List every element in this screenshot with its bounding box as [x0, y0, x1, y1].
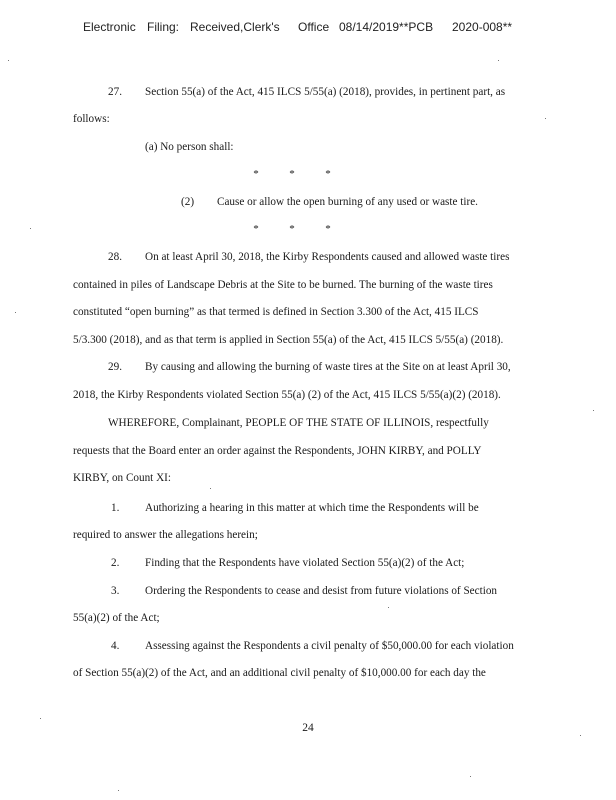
- scan-speck: [30, 228, 31, 229]
- scan-speck: [388, 607, 389, 608]
- header-office: Office: [298, 20, 330, 34]
- page-number: 24: [302, 722, 314, 734]
- paragraph-number: 27.: [108, 86, 122, 98]
- relief-number: 1.: [111, 502, 120, 514]
- paragraph-line: Section 55(a) of the Act, 415 ILCS 5/55(a) (2018), provides, in pertinent part, as: [145, 86, 506, 98]
- paragraph-line: 2018, the Kirby Respondents violated Section 55(a) (2) of the Act, 415 ILCS 5/55(a)(2) (2018).: [73, 389, 501, 401]
- relief-line: Ordering the Respondents to cease and desist from future violations of Section: [145, 585, 498, 597]
- scan-speck: [580, 735, 581, 736]
- paragraph-line: 5/3.300 (2018), and as that term is applied in Section 55(a) of the Act, 415 ILCS 5/55(a) (2018).: [73, 334, 504, 346]
- star: *: [253, 168, 259, 180]
- scan-speck: [8, 60, 9, 61]
- relief-line: 55(a)(2) of the Act;: [73, 612, 160, 624]
- relief-line: Assessing against the Respondents a civil penalty of $50,000.00 for each violation: [145, 640, 514, 652]
- relief-number: 3.: [111, 585, 120, 597]
- relief-line: required to answer the allegations herein;: [73, 529, 258, 541]
- header-filing: Filing:: [147, 20, 180, 34]
- header-electronic: Electronic: [83, 20, 136, 34]
- scan-speck: [118, 790, 119, 791]
- star: *: [325, 223, 331, 235]
- paragraph-line: contained in piles of Landscape Debris at the Site to be burned. The burning of the waste tires: [73, 279, 493, 291]
- paragraph-line: On at least April 30, 2018, the Kirby Respondents caused and allowed waste tires: [145, 251, 510, 263]
- relief-line: Authorizing a hearing in this matter at which time the Respondents will be: [145, 502, 479, 514]
- paragraph-line: KIRBY, on Count XI:: [73, 472, 172, 484]
- star: *: [289, 168, 295, 180]
- ellipsis-stars: [238, 168, 346, 180]
- header-case-number: 2020-008**: [452, 20, 513, 34]
- paragraph-line: requests that the Board enter an order against the Respondents, JOHN KIRBY, and POLLY: [73, 445, 482, 457]
- scan-speck: [545, 118, 546, 119]
- paragraph-line: WHEREFORE, Complainant, PEOPLE OF THE STATE OF ILLINOIS, respectfully: [108, 417, 489, 429]
- header-date: 08/14/2019**PCB: [339, 20, 434, 34]
- quote-intro: (a) No person shall:: [145, 141, 234, 153]
- star: *: [253, 223, 259, 235]
- quote-item-text: Cause or allow the open burning of any used or waste tire.: [217, 196, 478, 208]
- paragraph-number: 28.: [108, 251, 122, 263]
- scan-speck: [15, 312, 16, 313]
- star: *: [325, 168, 331, 180]
- relief-line: of Section 55(a)(2) of the Act, and an additional civil penalty of $10,000.00 for each day the: [73, 667, 486, 679]
- header-received: Received,Clerk's: [190, 20, 280, 34]
- paragraph-line: By causing and allowing the burning of waste tires at the Site on at least April 30,: [145, 361, 511, 373]
- scan-speck: [593, 410, 594, 411]
- relief-line: Finding that the Respondents have violated Section 55(a)(2) of the Act;: [145, 557, 465, 569]
- paragraph-number: 29.: [108, 361, 122, 373]
- paragraph-line: follows:: [73, 113, 110, 125]
- scan-speck: [470, 776, 471, 777]
- relief-number: 2.: [111, 557, 120, 569]
- relief-number: 4.: [111, 640, 120, 652]
- star: *: [289, 223, 295, 235]
- ellipsis-stars: [238, 223, 346, 235]
- scan-speck: [210, 488, 211, 489]
- paragraph-line: constituted “open burning” as that termed is defined in Section 3.300 of the Act, 415 ILCS: [73, 306, 479, 318]
- filing-stamp-header: [0, 20, 616, 38]
- quote-item-number: (2): [181, 196, 195, 208]
- scan-speck: [40, 718, 41, 719]
- scan-speck: [498, 60, 499, 61]
